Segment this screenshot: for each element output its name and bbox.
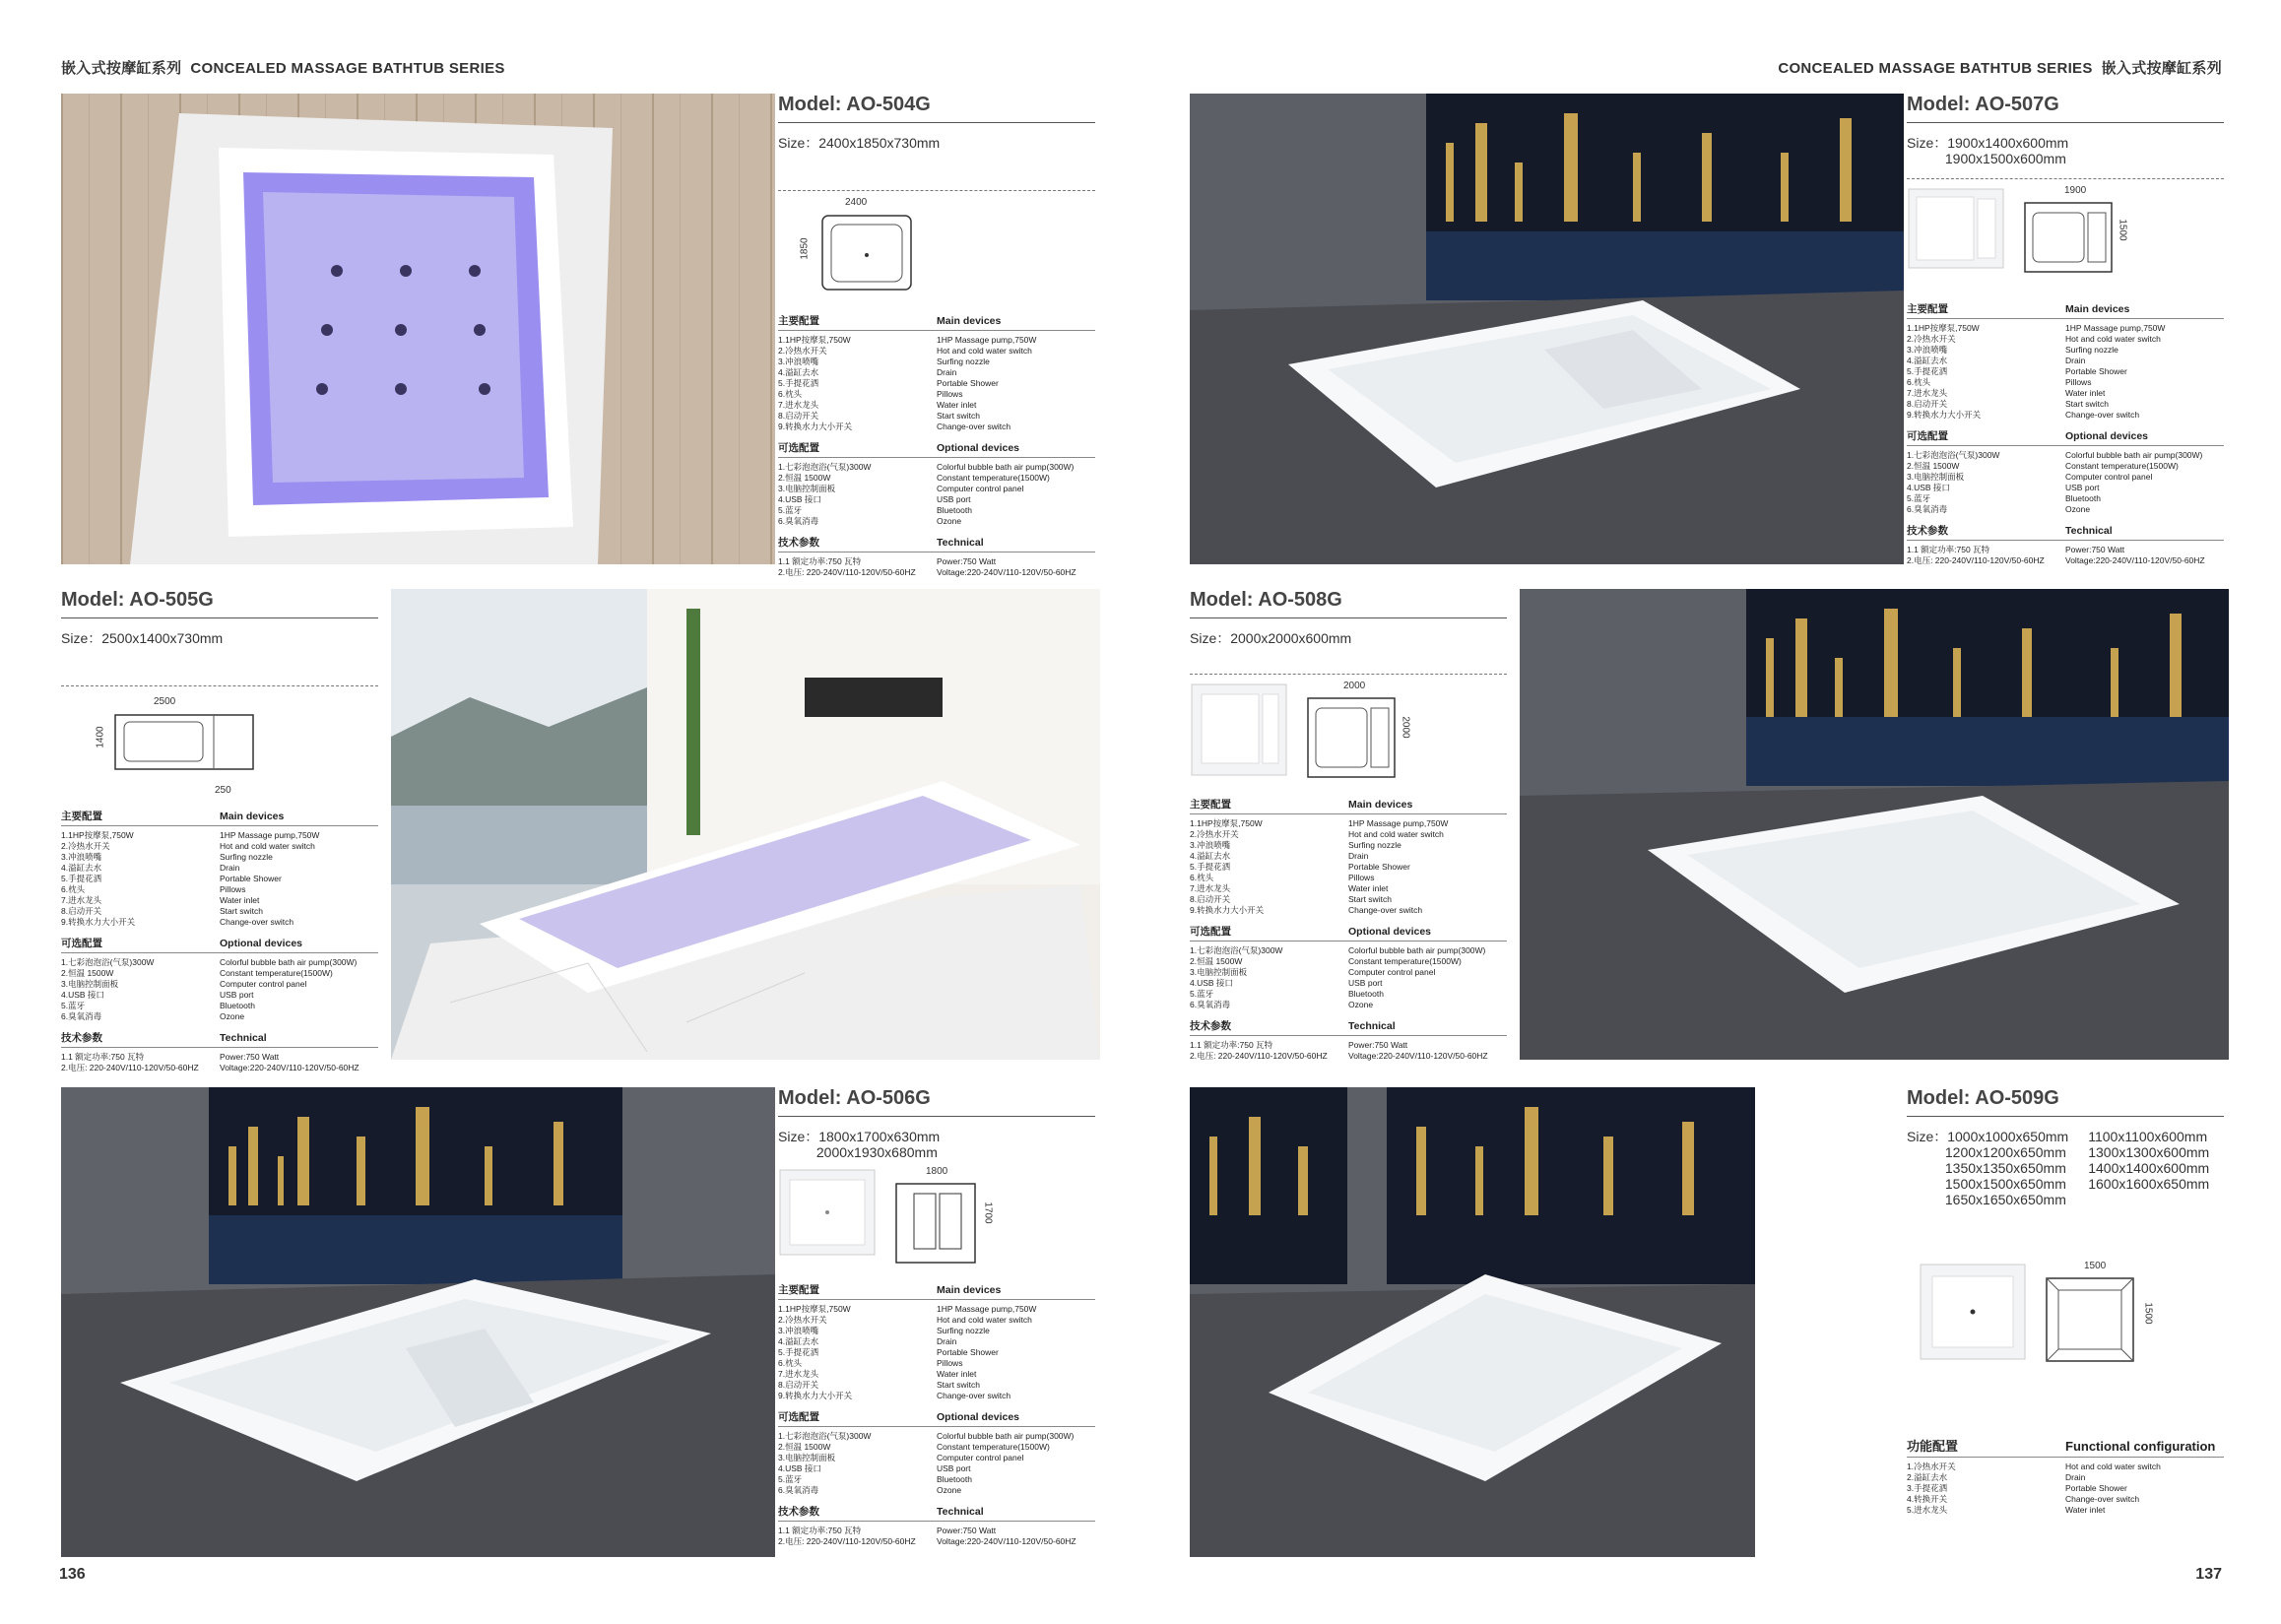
spec-ao509g xyxy=(1907,1087,2224,1516)
technical-list: 1.1 额定功率:750 瓦特 2.电压: 220-240V/110-120V/50-60HZ Power:750 Watt Voltage:220-240V/110-120V/50-60HZ xyxy=(61,1052,359,1072)
main-devices-header: 主要配置 Main devices xyxy=(778,1282,1095,1300)
dimension-height: 1500 xyxy=(2142,1302,2154,1325)
size-text: Size：1800x1700x630mm 2000x1930x680mm xyxy=(778,1129,941,1160)
spec-ao506g xyxy=(778,1087,1095,1547)
main-devices-list: 1.1HP按摩泵,750W 2.冷热水开关 3.冲浪喷嘴 4.溢缸去水 5.手提花洒 6.枕头 7.进水龙头 8.启动开关 9.转换水力大小开关 1HP Massage pump,750W Hot and cold water switch Surfing nozzle Drain Portable Shower Pillows Water inlet Start switch Change-over switch xyxy=(778,335,1037,431)
technical-drawing xyxy=(1907,1263,2224,1381)
dimension-height: 1400 xyxy=(95,726,106,748)
model-title: Model: AO-506G xyxy=(778,1087,1095,1117)
main-devices-list: 1.1HP按摩泵,750W 2.冷热水开关 3.冲浪喷嘴 4.溢缸去水 5.手提花洒 6.枕头 7.进水龙头 8.启动开关 9.转换水力大小开关 1HP Massage pump,750W Hot and cold water switch Surfing nozzle Drain Portable Shower Pillows Water inlet Start switch Change-over switch xyxy=(778,1304,1037,1400)
dimension-width: 1800 xyxy=(926,1166,948,1177)
tub-top-view-icon xyxy=(778,1168,877,1257)
optional-devices-header: 可选配置 Optional devices xyxy=(778,440,1095,458)
product-photo-ao509g xyxy=(1190,1087,1755,1557)
technical-list: 1.1 额定功率:750 瓦特 2.电压: 220-240V/110-120V/50-60HZ Power:750 Watt Voltage:220-240V/110-120V/50-60HZ xyxy=(778,1526,1076,1546)
series-title-cn: 嵌入式按摩缸系列 xyxy=(2101,60,2222,77)
functional-config-list: 1.冷热水开关 2.溢缸去水 3.手提花洒 4.转换开关 5.进水龙头 Hot and cold water switch Drain Portable Shower Change-over switch Water inlet xyxy=(1907,1462,2161,1515)
optional-devices-header: 可选配置 Optional devices xyxy=(1907,428,2224,446)
dimension-height: 1850 xyxy=(799,237,811,260)
technical-header: 技术参数 Technical xyxy=(1907,523,2224,541)
tub-top-view-icon xyxy=(1190,682,1288,777)
tub-outline-icon xyxy=(817,211,916,299)
tub-top-view-icon xyxy=(1907,187,2005,272)
size-list-col1: Size：1000x1000x650mm 1200x1200x650mm 1350x1350x650mm 1500x1500x650mm 1650x1650x650mm xyxy=(1907,1129,2069,1207)
technical-drawing xyxy=(778,199,1095,305)
functional-config-header: 功能配置 Functional configuration xyxy=(1907,1436,2224,1458)
tub-outline-icon xyxy=(110,710,258,779)
technical-header: 技术参数 Technical xyxy=(778,535,1095,552)
technical-list: 1.1 额定功率:750 瓦特 2.电压: 220-240V/110-120V/50-60HZ Power:750 Watt Voltage:220-240V/110-120V/50-60HZ xyxy=(1907,545,2205,565)
size-text: Size：1900x1400x600mm 1900x1500x600mm xyxy=(1907,135,2069,166)
divider xyxy=(61,685,378,686)
series-title-en: CONCEALED MASSAGE BATHTUB SERIES xyxy=(1778,60,2093,77)
tub-outline-icon xyxy=(1304,694,1402,783)
technical-drawing xyxy=(778,1168,1095,1274)
product-photo-ao508g xyxy=(1520,589,2229,1060)
main-devices-list: 1.1HP按摩泵,750W 2.冷热水开关 3.冲浪喷嘴 4.溢缸去水 5.手提花洒 6.枕头 7.进水龙头 8.启动开关 9.转换水力大小开关 1HP Massage pump,750W Hot and cold water switch Surfing nozzle Drain Portable Shower Pillows Water inlet Start switch Change-over switch xyxy=(1190,818,1449,915)
technical-header: 技术参数 Technical xyxy=(1190,1018,1507,1036)
dimension-height: 1700 xyxy=(982,1202,994,1224)
spec-ao504g xyxy=(778,94,1095,578)
main-devices-list: 1.1HP按摩泵,750W 2.冷热水开关 3.冲浪喷嘴 4.溢缸去水 5.手提花洒 6.枕头 7.进水龙头 8.启动开关 9.转换水力大小开关 1HP Massage pump,750W Hot and cold water switch Surfing nozzle Drain Portable Shower Pillows Water inlet Start switch Change-over switch xyxy=(1907,323,2166,420)
main-devices-header: 主要配置 Main devices xyxy=(1190,797,1507,814)
main-devices-header: 主要配置 Main devices xyxy=(1907,301,2224,319)
technical-drawing xyxy=(1907,187,2224,293)
optional-devices-header: 可选配置 Optional devices xyxy=(778,1409,1095,1427)
dimension-width: 2400 xyxy=(845,197,868,208)
dimension-width: 1500 xyxy=(2084,1261,2107,1271)
model-title: Model: AO-509G xyxy=(1907,1087,2224,1117)
divider xyxy=(1907,178,2224,179)
spec-ao508g xyxy=(1190,589,1507,1062)
main-devices-list: 1.1HP按摩泵,750W 2.冷热水开关 3.冲浪喷嘴 4.溢缸去水 5.手提花洒 6.枕头 7.进水龙头 8.启动开关 9.转换水力大小开关 1HP Massage pump,750W Hot and cold water switch Surfing nozzle Drain Portable Shower Pillows Water inlet Start switch Change-over switch xyxy=(61,830,320,927)
dimension-height: 2000 xyxy=(1400,716,1411,739)
series-title-en: CONCEALED MASSAGE BATHTUB SERIES xyxy=(190,60,505,77)
dimension-height: 1500 xyxy=(2117,219,2128,241)
product-photo-ao506g xyxy=(61,1087,775,1557)
size-text: Size：2500x1400x730mm xyxy=(61,630,224,646)
optional-devices-header: 可选配置 Optional devices xyxy=(61,936,378,953)
series-title-cn: 嵌入式按摩缸系列 xyxy=(61,60,182,77)
technical-drawing xyxy=(1190,682,1507,789)
series-header-left xyxy=(61,57,505,78)
page-number-left: 136 xyxy=(59,1566,86,1583)
product-photo-ao507g xyxy=(1190,94,1904,564)
technical-list: 1.1 额定功率:750 瓦特 2.电压: 220-240V/110-120V/50-60HZ Power:750 Watt Voltage:220-240V/110-120V/50-60HZ xyxy=(778,556,1076,577)
dimension-bottom: 250 xyxy=(215,785,231,796)
model-title: Model: AO-507G xyxy=(1907,94,2224,123)
series-header-right xyxy=(1778,57,2222,78)
dimension-width: 2500 xyxy=(154,696,176,707)
spec-ao505g xyxy=(61,589,378,1073)
page-number-right: 137 xyxy=(2195,1566,2222,1583)
optional-devices-list: 1.七彩泡泡浴(气泵)300W 2.恒温 1500W 3.电脑控制面板 4.USB 接口 5.蓝牙 6.臭氧消毒 Colorful bubble bath air pump(300W) Constant temperature(1500W) Computer control panel USB port Bluetooth Ozone xyxy=(61,957,358,1021)
optional-devices-list: 1.七彩泡泡浴(气泵)300W 2.恒温 1500W 3.电脑控制面板 4.USB 接口 5.蓝牙 6.臭氧消毒 Colorful bubble bath air pump(300W) Constant temperature(1500W) Computer control panel USB port Bluetooth Ozone xyxy=(778,1431,1075,1495)
technical-header: 技术参数 Technical xyxy=(61,1030,378,1048)
tub-outline-icon xyxy=(2043,1274,2141,1369)
product-photo-ao504g xyxy=(61,94,775,564)
optional-devices-list: 1.七彩泡泡浴(气泵)300W 2.恒温 1500W 3.电脑控制面板 4.USB 接口 5.蓝牙 6.臭氧消毒 Colorful bubble bath air pump(300W) Constant temperature(1500W) Computer control panel USB port Bluetooth Ozone xyxy=(778,462,1075,526)
technical-drawing xyxy=(61,694,378,801)
divider xyxy=(1190,674,1507,675)
dimension-width: 1900 xyxy=(2064,185,2087,196)
main-devices-header: 主要配置 Main devices xyxy=(61,809,378,826)
dimension-width: 2000 xyxy=(1343,681,1366,691)
tub-top-view-icon xyxy=(1919,1263,2027,1361)
divider xyxy=(778,190,1095,191)
model-title: Model: AO-505G xyxy=(61,589,378,618)
size-text: Size：2000x2000x600mm xyxy=(1190,630,1352,646)
technical-header: 技术参数 Technical xyxy=(778,1504,1095,1522)
optional-devices-header: 可选配置 Optional devices xyxy=(1190,924,1507,942)
optional-devices-list: 1.七彩泡泡浴(气泵)300W 2.恒温 1500W 3.电脑控制面板 4.USB 接口 5.蓝牙 6.臭氧消毒 Colorful bubble bath air pump(300W) Constant temperature(1500W) Computer control panel USB port Bluetooth Ozone xyxy=(1190,945,1486,1009)
product-photo-ao505g xyxy=(391,589,1100,1060)
technical-list: 1.1 额定功率:750 瓦特 2.电压: 220-240V/110-120V/50-60HZ Power:750 Watt Voltage:220-240V/110-120V/50-60HZ xyxy=(1190,1040,1488,1061)
size-list-col2: 1100x1100x600mm 1300x1300x600mm 1400x1400x600mm 1600x1600x650mm xyxy=(2088,1129,2210,1192)
model-title: Model: AO-504G xyxy=(778,94,1095,123)
main-devices-header: 主要配置 Main devices xyxy=(778,313,1095,331)
optional-devices-list: 1.七彩泡泡浴(气泵)300W 2.恒温 1500W 3.电脑控制面板 4.USB 接口 5.蓝牙 6.臭氧消毒 Colorful bubble bath air pump(300W) Constant temperature(1500W) Computer control panel USB port Bluetooth Ozone xyxy=(1907,450,2203,514)
tub-outline-icon xyxy=(2021,199,2119,278)
tub-outline-icon xyxy=(892,1180,981,1268)
size-text: Size：2400x1850x730mm xyxy=(778,135,941,151)
spec-ao507g xyxy=(1907,94,2224,566)
model-title: Model: AO-508G xyxy=(1190,589,1507,618)
